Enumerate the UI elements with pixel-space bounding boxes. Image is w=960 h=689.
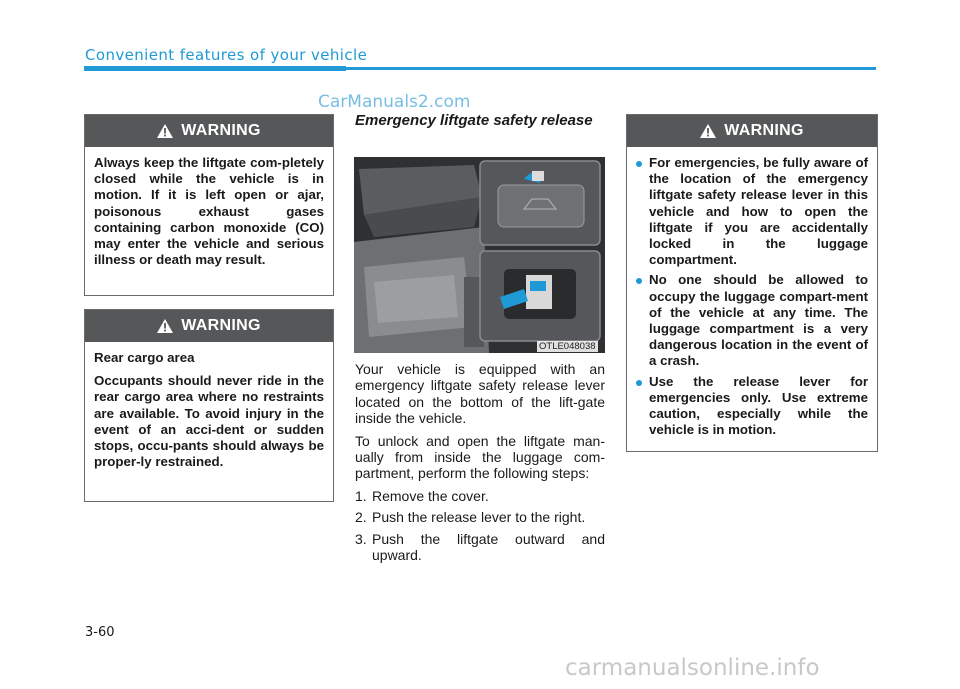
bullet-text: For emergencies, be fully aware of the location of the emergency liftgate safety release lever in this vehicle and how to open the liftgate if you are accidentally locked in the luggage compartment.	[649, 155, 868, 268]
warning-box-exhaust	[84, 114, 334, 296]
warning-text: Occupants should never ride in the rear cargo area where no restraints are available. To avoid injury in the event of an acci-dent or sudden stops, occu-pants should always be proper-ly restrained.	[94, 373, 324, 470]
steps-list	[355, 488, 605, 564]
warning-label: WARNING	[181, 317, 261, 334]
step-text: Push the release lever to the right.	[372, 509, 586, 526]
watermark-bottom[interactable]: carmanualsonline.info	[565, 655, 820, 681]
bullet-dot-icon	[636, 380, 642, 386]
step-text: Push the liftgate outward and upward.	[372, 530, 605, 564]
warning-triangle-icon	[157, 319, 173, 333]
paragraph: To unlock and open the liftgate man-ually from inside the luggage com-partment, perform the following steps:	[355, 432, 605, 482]
warning-label: WARNING	[181, 122, 261, 139]
warning-header	[85, 310, 333, 342]
body-text	[355, 361, 605, 568]
warning-header	[627, 115, 877, 147]
bullet-dot-icon	[636, 161, 642, 167]
warning-text: Always keep the liftgate com-pletely closed while the vehicle is in motion. If it is left open or ajar, poisonous exhaust gases containing carbon monoxide (CO) may enter the vehicle and serious illness or death may result.	[94, 155, 324, 268]
figure-caption: OTLE048038	[539, 341, 596, 352]
watermark-top[interactable]: CarManuals2.com	[318, 92, 471, 112]
step-text: Remove the cover.	[372, 487, 489, 504]
list-item	[355, 509, 605, 525]
warning-bullets	[636, 155, 868, 438]
paragraph: Your vehicle is equipped with an emergency liftgate safety release lever located on the bottom of the lift-gate inside the vehicle.	[355, 361, 605, 427]
page-number: 3-60	[85, 625, 115, 640]
warning-box-emergency	[626, 114, 878, 452]
list-item	[355, 531, 605, 564]
warning-triangle-icon	[700, 124, 716, 138]
warning-header	[85, 115, 333, 147]
step-number: 2.	[355, 509, 367, 526]
step-number: 1.	[355, 487, 367, 504]
section-header-title: Convenient features of your vehicle	[85, 46, 368, 64]
header-rule-thick	[84, 66, 346, 71]
warning-triangle-icon	[157, 124, 173, 138]
section-title: Emergency liftgate safety release	[355, 112, 593, 129]
step-number: 3.	[355, 530, 367, 547]
warning-heading: Rear cargo area	[94, 350, 195, 365]
bullet-text: Use the release lever for emergencies only. Use extreme caution, especially while the vehicle is in motion.	[649, 373, 868, 438]
list-item	[636, 374, 868, 439]
list-item	[355, 488, 605, 504]
liftgate-illustration	[354, 157, 605, 353]
list-item	[636, 272, 868, 369]
bullet-text: No one should be allowed to occupy the luggage compart-ment of the vehicle at any time. The luggage compartment is a very dangerous location in the event of a crash.	[649, 272, 868, 369]
liftgate-release-figure	[354, 157, 605, 353]
warning-label: WARNING	[724, 122, 804, 139]
bullet-dot-icon	[636, 278, 642, 284]
header-rule-thin	[346, 67, 876, 70]
warning-box-rear-cargo	[84, 309, 334, 502]
list-item	[636, 155, 868, 268]
